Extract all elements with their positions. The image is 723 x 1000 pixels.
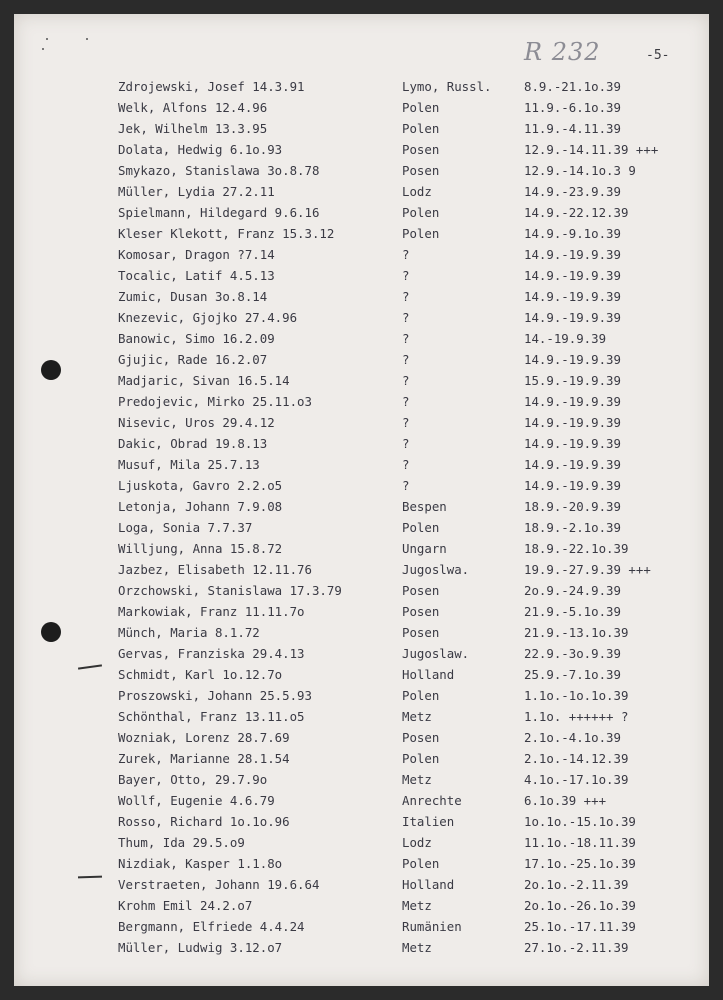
entry-origin: Metz — [402, 940, 432, 955]
entry-row — [14, 412, 709, 433]
entry-origin: Holland — [402, 667, 455, 682]
entry-row — [14, 181, 709, 202]
entry-row — [14, 286, 709, 307]
entry-name: Kleser Klekott, Franz 15.3.12 — [118, 226, 335, 241]
entry-row — [14, 307, 709, 328]
entry-name: Predojevic, Mirko 25.11.o3 — [118, 394, 312, 409]
entry-name: Bayer, Otto, 29.7.9o — [118, 772, 268, 787]
entry-name: Welk, Alfons 12.4.96 — [118, 100, 268, 115]
entry-dates: 12.9.-14.11.39 +++ — [524, 142, 659, 157]
entry-row — [14, 559, 709, 580]
entry-name: Nisevic, Uros 29.4.12 — [118, 415, 275, 430]
entry-row — [14, 517, 709, 538]
entry-name: Willjung, Anna 15.8.72 — [118, 541, 283, 556]
entry-origin: ? — [402, 268, 410, 283]
entry-origin: Posen — [402, 583, 440, 598]
ink-speck — [46, 38, 48, 40]
entry-name: Madjaric, Sivan 16.5.14 — [118, 373, 290, 388]
entry-row — [14, 811, 709, 832]
entry-row — [14, 895, 709, 916]
entry-name: Krohm Emil 24.2.o7 — [118, 898, 253, 913]
entry-row — [14, 790, 709, 811]
entry-row — [14, 118, 709, 139]
entry-origin: Metz — [402, 709, 432, 724]
entry-dates: 17.1o.-25.1o.39 — [524, 856, 636, 871]
entry-origin: Posen — [402, 142, 440, 157]
entry-origin: Rumänien — [402, 919, 462, 934]
entry-dates: 14.9.-19.9.39 — [524, 289, 621, 304]
entry-dates: 2o.9.-24.9.39 — [524, 583, 621, 598]
entry-origin: ? — [402, 373, 410, 388]
entry-origin: ? — [402, 457, 410, 472]
entry-origin: Polen — [402, 856, 440, 871]
entry-dates: 25.1o.-17.11.39 — [524, 919, 636, 934]
entry-row — [14, 832, 709, 853]
entry-dates: 14.9.-22.12.39 — [524, 205, 629, 220]
entry-dates: 11.9.-6.1o.39 — [524, 100, 621, 115]
entry-dates: 8.9.-21.1o.39 — [524, 79, 621, 94]
entry-name: Letonja, Johann 7.9.08 — [118, 499, 283, 514]
entry-row — [14, 349, 709, 370]
document-page — [14, 14, 709, 986]
entry-origin: ? — [402, 247, 410, 262]
entry-row — [14, 202, 709, 223]
entry-name: Münch, Maria 8.1.72 — [118, 625, 260, 640]
entry-name: Zumic, Dusan 3o.8.14 — [118, 289, 268, 304]
entry-dates: 21.9.-5.1o.39 — [524, 604, 621, 619]
entry-row — [14, 265, 709, 286]
entry-row — [14, 853, 709, 874]
entry-origin: Posen — [402, 625, 440, 640]
entry-name: Orzchowski, Stanislawa 17.3.79 — [118, 583, 342, 598]
entry-row — [14, 223, 709, 244]
entry-dates: 21.9.-13.1o.39 — [524, 625, 629, 640]
entry-dates: 15.9.-19.9.39 — [524, 373, 621, 388]
entry-name: Gervas, Franziska 29.4.13 — [118, 646, 305, 661]
entry-origin: Polen — [402, 751, 440, 766]
entry-dates: 1.1o. ++++++ ? — [524, 709, 629, 724]
entry-origin: Bespen — [402, 499, 447, 514]
entry-dates: 14.9.-19.9.39 — [524, 415, 621, 430]
entry-name: Verstraeten, Johann 19.6.64 — [118, 877, 320, 892]
entry-row — [14, 685, 709, 706]
entry-name: Zurek, Marianne 28.1.54 — [118, 751, 290, 766]
entry-dates: 1o.1o.-15.1o.39 — [524, 814, 636, 829]
entry-name: Müller, Lydia 27.2.11 — [118, 184, 275, 199]
entry-name: Knezevic, Gjojko 27.4.96 — [118, 310, 298, 325]
entry-name: Spielmann, Hildegard 9.6.16 — [118, 205, 320, 220]
entry-row — [14, 622, 709, 643]
entry-dates: 14.9.-19.9.39 — [524, 478, 621, 493]
entry-origin: ? — [402, 436, 410, 451]
entry-origin: Polen — [402, 121, 440, 136]
entry-origin: Lymo, Russl. — [402, 79, 492, 94]
entry-row — [14, 580, 709, 601]
entry-row — [14, 664, 709, 685]
entry-dates: 11.1o.-18.11.39 — [524, 835, 636, 850]
entry-dates: 18.9.-22.1o.39 — [524, 541, 629, 556]
entry-row — [14, 328, 709, 349]
entry-name: Jazbez, Elisabeth 12.11.76 — [118, 562, 312, 577]
entry-dates: 14.9.-19.9.39 — [524, 457, 621, 472]
entry-dates: 14.9.-19.9.39 — [524, 310, 621, 325]
entry-dates: 18.9.-20.9.39 — [524, 499, 621, 514]
entry-dates: 27.1o.-2.11.39 — [524, 940, 629, 955]
entry-origin: Anrechte — [402, 793, 462, 808]
entry-name: Dakic, Obrad 19.8.13 — [118, 436, 268, 451]
entry-name: Banowic, Simo 16.2.09 — [118, 331, 275, 346]
entry-origin: Jugoslaw. — [402, 646, 470, 661]
entry-origin: Jugoslwa. — [402, 562, 470, 577]
entry-dates: 14.9.-9.1o.39 — [524, 226, 621, 241]
entry-dates: 19.9.-27.9.39 +++ — [524, 562, 651, 577]
entry-name: Thum, Ida 29.5.o9 — [118, 835, 245, 850]
entry-row — [14, 727, 709, 748]
entry-row — [14, 391, 709, 412]
entry-name: Schmidt, Karl 1o.12.7o — [118, 667, 283, 682]
entry-row — [14, 937, 709, 958]
entry-row — [14, 538, 709, 559]
page-number: -5- — [646, 48, 670, 63]
entry-row — [14, 496, 709, 517]
entry-name: Loga, Sonia 7.7.37 — [118, 520, 253, 535]
entry-dates: 14.9.-19.9.39 — [524, 268, 621, 283]
entry-name: Bergmann, Elfriede 4.4.24 — [118, 919, 305, 934]
entry-name: Musuf, Mila 25.7.13 — [118, 457, 260, 472]
entry-dates: 2.1o.-4.1o.39 — [524, 730, 621, 745]
entry-name: Komosar, Dragon ?7.14 — [118, 247, 275, 262]
entry-origin: ? — [402, 415, 410, 430]
entry-origin: Metz — [402, 772, 432, 787]
entry-origin: Holland — [402, 877, 455, 892]
entry-row — [14, 916, 709, 937]
entry-row — [14, 433, 709, 454]
entry-origin: ? — [402, 331, 410, 346]
entry-dates: 14.9.-19.9.39 — [524, 394, 621, 409]
entry-row — [14, 874, 709, 895]
ink-speck — [86, 38, 88, 40]
entry-row — [14, 748, 709, 769]
entry-origin: Posen — [402, 163, 440, 178]
entry-dates: 1.1o.-1o.1o.39 — [524, 688, 629, 703]
entry-origin: Polen — [402, 688, 440, 703]
entry-dates: 11.9.-4.11.39 — [524, 121, 621, 136]
entry-name: Wollf, Eugenie 4.6.79 — [118, 793, 275, 808]
entry-origin: Ungarn — [402, 541, 447, 556]
entry-row — [14, 601, 709, 622]
entry-dates: 22.9.-3o.9.39 — [524, 646, 621, 661]
entry-dates: 25.9.-7.1o.39 — [524, 667, 621, 682]
entry-row — [14, 475, 709, 496]
entry-row — [14, 139, 709, 160]
entry-row — [14, 643, 709, 664]
entry-origin: Polen — [402, 520, 440, 535]
entry-origin: Lodz — [402, 184, 432, 199]
entry-name: Ljuskota, Gavro 2.2.o5 — [118, 478, 283, 493]
entry-dates: 2o.1o.-2.11.39 — [524, 877, 629, 892]
entry-origin: ? — [402, 478, 410, 493]
entry-dates: 2o.1o.-26.1o.39 — [524, 898, 636, 913]
entry-origin: Polen — [402, 226, 440, 241]
entry-row — [14, 244, 709, 265]
entry-row — [14, 454, 709, 475]
entry-name: Schönthal, Franz 13.11.o5 — [118, 709, 305, 724]
entry-dates: 14.9.-19.9.39 — [524, 352, 621, 367]
entry-name: Smykazo, Stanislawa 3o.8.78 — [118, 163, 320, 178]
entry-dates: 12.9.-14.1o.3 9 — [524, 163, 636, 178]
entry-name: Markowiak, Franz 11.11.7o — [118, 604, 305, 619]
entry-dates: 4.1o.-17.1o.39 — [524, 772, 629, 787]
entry-name: Wozniak, Lorenz 28.7.69 — [118, 730, 290, 745]
entry-row — [14, 706, 709, 727]
entry-dates: 14.-19.9.39 — [524, 331, 607, 346]
entry-origin: Polen — [402, 205, 440, 220]
entry-name: Tocalic, Latif 4.5.13 — [118, 268, 275, 283]
entry-name: Proszowski, Johann 25.5.93 — [118, 688, 312, 703]
entry-origin: ? — [402, 289, 410, 304]
entry-origin: ? — [402, 352, 410, 367]
entry-dates: 6.1o.39 +++ — [524, 793, 607, 808]
entry-origin: Italien — [402, 814, 455, 829]
entry-dates: 14.9.-23.9.39 — [524, 184, 621, 199]
entry-dates: 18.9.-2.1o.39 — [524, 520, 621, 535]
entry-origin: Metz — [402, 898, 432, 913]
entry-origin: ? — [402, 394, 410, 409]
entry-row — [14, 76, 709, 97]
entry-name: Dolata, Hedwig 6.1o.93 — [118, 142, 283, 157]
entry-row — [14, 769, 709, 790]
entry-list — [14, 76, 709, 958]
entry-name: Zdrojewski, Josef 14.3.91 — [118, 79, 305, 94]
entry-row — [14, 160, 709, 181]
entry-dates: 2.1o.-14.12.39 — [524, 751, 629, 766]
entry-name: Gjujic, Rade 16.2.07 — [118, 352, 268, 367]
entry-origin: Polen — [402, 100, 440, 115]
entry-name: Nizdiak, Kasper 1.1.8o — [118, 856, 283, 871]
handwritten-archive-note: R 232 — [524, 38, 601, 66]
entry-name: Müller, Ludwig 3.12.o7 — [118, 940, 283, 955]
entry-name: Rosso, Richard 1o.1o.96 — [118, 814, 290, 829]
entry-origin: Posen — [402, 730, 440, 745]
entry-origin: Posen — [402, 604, 440, 619]
entry-row — [14, 97, 709, 118]
entry-row — [14, 370, 709, 391]
entry-origin: Lodz — [402, 835, 432, 850]
entry-origin: ? — [402, 310, 410, 325]
entry-name: Jek, Wilhelm 13.3.95 — [118, 121, 268, 136]
entry-dates: 14.9.-19.9.39 — [524, 436, 621, 451]
entry-dates: 14.9.-19.9.39 — [524, 247, 621, 262]
ink-speck — [42, 48, 44, 50]
